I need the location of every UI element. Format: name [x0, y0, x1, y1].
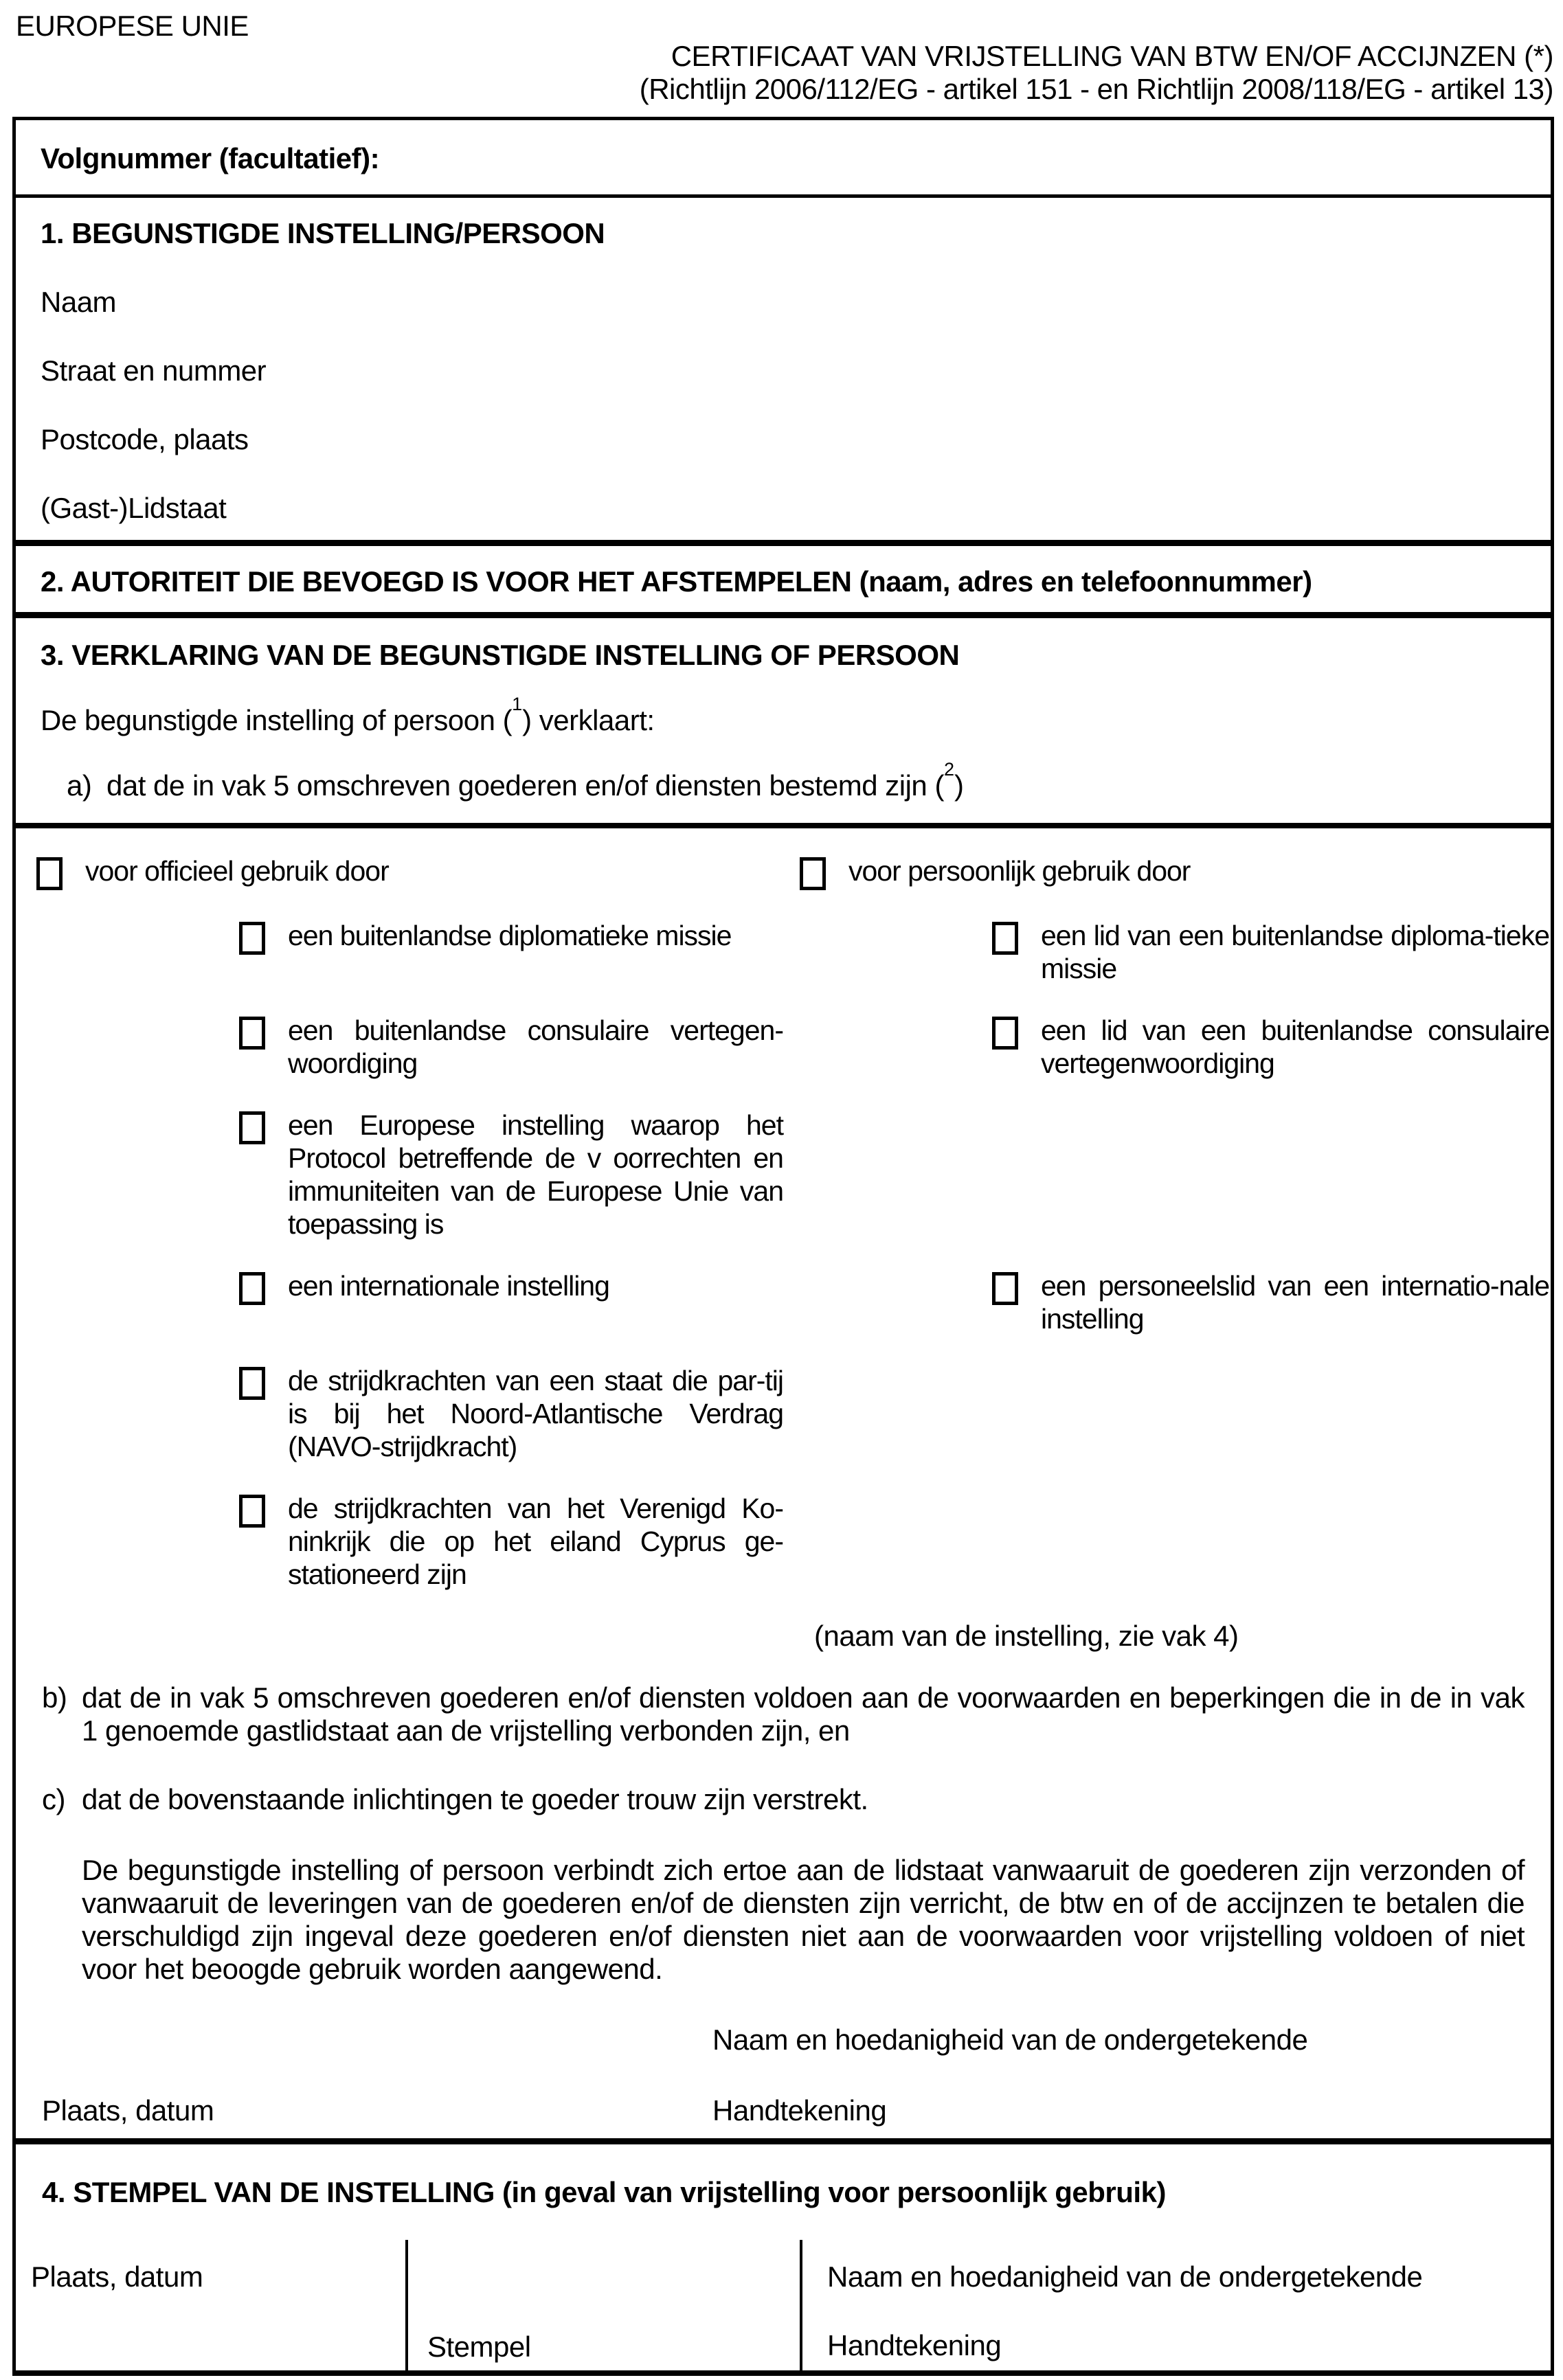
international-body-option: een internationale instelling	[239, 1269, 783, 1305]
section-1-beneficiary	[16, 198, 1551, 546]
personal-use-checkbox[interactable]	[800, 857, 826, 890]
option-row-european-body	[16, 1109, 1551, 1240]
consular-member-checkbox[interactable]	[992, 1017, 1018, 1050]
footnote-1-marker: 1	[512, 694, 523, 714]
consular-post-checkbox[interactable]	[239, 1017, 265, 1050]
section-2-authority: 2. AUTORITEIT DIE BEVOEGD IS VOOR HET AFSTEMPELEN (naam, adres en telefoonnummer)	[16, 546, 1551, 618]
section-3-declaration-head	[16, 618, 1551, 828]
stamp-signature-cell	[800, 2240, 1551, 2370]
declaration-item-a: a) dat de in vak 5 omschreven goederen en/of diensten bestemd zijn ($^2$)	[67, 759, 964, 802]
signature-label: Handtekening	[712, 2094, 887, 2127]
section-4-heading: 4. STEMPEL VAN DE INSTELLING (in geval van vrijstelling voor persoonlijk gebruik)	[42, 2176, 1166, 2208]
field-postcode-label: Postcode, plaats	[41, 423, 249, 455]
european-body-checkbox[interactable]	[239, 1111, 265, 1144]
stamp-label: Stempel	[427, 2331, 531, 2363]
certificate-form	[12, 117, 1554, 2376]
nato-forces-checkbox[interactable]	[239, 1367, 265, 1400]
section-1-heading: 1. BEGUNSTIGDE INSTELLING/PERSOON	[41, 217, 605, 249]
stamp-table	[16, 2240, 1551, 2370]
item-a-marker: a)	[67, 769, 92, 802]
field-name-label: Naam	[41, 286, 117, 318]
diplomatic-mission-option: een buitenlandse diplomatieke missie	[239, 919, 783, 955]
international-body-checkbox[interactable]	[239, 1272, 265, 1305]
stamp-cell	[405, 2240, 800, 2370]
document-title-block	[640, 40, 1553, 106]
commitment-paragraph: De begunstigde instelling of persoon verbindt zich ertoe aan de lidstaat vanwaaruit de goederen zijn verzonden of vanwaaruit de leveringen van de goederen en/of de diensten zijn verricht, de btw en of de accijnzen te betalen die verschuldigd zijn ingeval deze goederen en/of diensten niet aan de voorwaarden voor vrijstelling voldoen of niet voor het beoogde gebruik worden aangewend.	[82, 1854, 1525, 1985]
field-member-state-label: (Gast-)Lidstaat	[41, 492, 227, 524]
consular-member-option: een lid van een buitenlandse consulaire vertegenwoordiging	[992, 1014, 1551, 1080]
institution-note: (naam van de instelling, zie vak 4)	[814, 1620, 1239, 1652]
stamp-place-date-label: Plaats, datum	[31, 2260, 203, 2293]
international-staff-option: een personeelslid van een internatio-nale instelling	[992, 1269, 1551, 1335]
diplomatic-mission-checkbox[interactable]	[239, 922, 265, 955]
stamp-place-date-cell	[16, 2240, 405, 2370]
signatory-name-label: Naam en hoedanigheid van de ondergetekende	[712, 2024, 1308, 2056]
option-row-nato	[16, 1364, 1551, 1463]
official-use-checkbox[interactable]	[36, 857, 63, 890]
diplomatic-member-option: een lid van een buitenlandse diploma-tieke missie	[992, 919, 1551, 985]
option-row-uk-cyprus	[16, 1492, 1551, 1591]
official-use-label: voor officieel gebruik door	[85, 855, 389, 887]
field-street-label: Straat en nummer	[41, 354, 267, 387]
eu-union-label: EUROPESE UNIE	[16, 10, 249, 42]
european-body-option: een Europese instelling waarop het Protocol betreffende de v oorrechten en immuniteiten van de Europese Unie van toepassing is	[239, 1109, 783, 1240]
option-row-diplomatic	[16, 919, 1551, 985]
uk-cyprus-forces-option: de strijdkrachten van het Verenigd Ko-ninkrijk die op het eiland Cyprus ge-stationeerd zijn	[239, 1492, 783, 1591]
declaration-item-b: b) dat de in vak 5 omschreven goederen en/of diensten voldoen aan de voorwaarden en beperkingen die in de in vak 1 genoemde gastlidstaat aan de vrijstelling verbonden zijn, en	[42, 1681, 1525, 1747]
item-b-marker: b)	[42, 1681, 67, 1714]
directive-subtitle: (Richtlijn 2006/112/EG - artikel 151 - en Richtlijn 2008/118/EG - artikel 13)	[639, 73, 1553, 105]
section-3-declaration-body	[16, 828, 1551, 2144]
stamp-signature-label: Handtekening	[827, 2329, 1002, 2361]
declaration-item-c: c) dat de bovenstaande inlichtingen te goeder trouw zijn verstrekt.	[42, 1783, 868, 1815]
personal-use-option	[800, 854, 1551, 890]
option-row-consular	[16, 1014, 1551, 1080]
section-4-stamp	[16, 2176, 1551, 2370]
uk-cyprus-forces-checkbox[interactable]	[239, 1495, 265, 1528]
stamp-signatory-name-label: Naam en hoedanigheid van de ondergetekende	[827, 2260, 1423, 2293]
international-staff-checkbox[interactable]	[992, 1272, 1018, 1305]
signature-row	[16, 2094, 1551, 2127]
place-date-label: Plaats, datum	[42, 2094, 214, 2127]
declaration-intro: De begunstigde instelling of persoon ($^1$) verklaart:	[41, 694, 655, 736]
item-c-marker: c)	[42, 1783, 65, 1815]
footnote-2-marker: 2	[943, 759, 954, 780]
personal-use-label: voor persoonlijk gebruik door	[848, 855, 1191, 887]
consular-post-option: een buitenlandse consulaire vertegen-woordiging	[239, 1014, 783, 1080]
nato-forces-option: de strijdkrachten van een staat die par-tij is bij het Noord-Atlantische Verdrag (NAVO-strijdkracht)	[239, 1364, 783, 1463]
official-use-option	[36, 854, 783, 890]
option-row-international	[16, 1269, 1551, 1335]
serial-number-row: Volgnummer (facultatief):	[16, 120, 1551, 198]
diplomatic-member-checkbox[interactable]	[992, 922, 1018, 955]
certificate-title: CERTIFICAAT VAN VRIJSTELLING VAN BTW EN/OF ACCIJNZEN (*)	[671, 40, 1553, 72]
section-3-heading: 3. VERKLARING VAN DE BEGUNSTIGDE INSTELLING OF PERSOON	[41, 639, 960, 671]
use-type-row	[16, 854, 1551, 890]
